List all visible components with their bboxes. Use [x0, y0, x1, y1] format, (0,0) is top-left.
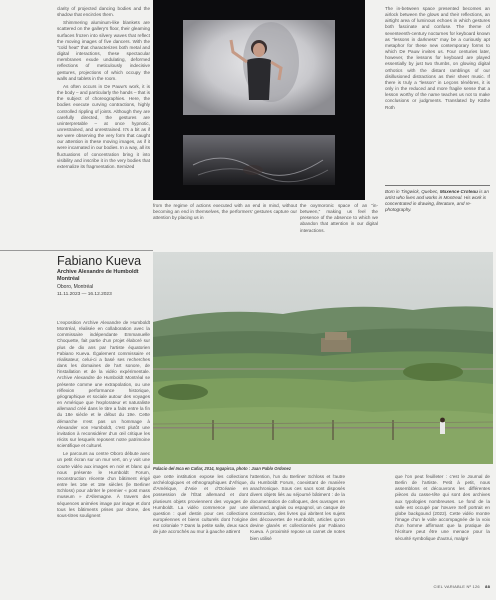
top-article-column-1	[57, 6, 150, 249]
bottom-article-column-2	[153, 474, 248, 594]
top-article-column-2	[153, 203, 297, 249]
article-title: Fabiano Kueva	[57, 254, 142, 268]
paragraph: Shimmering aluminum-like blankets are scattered on the gallery's floor, their gleaming surfaces frozen into silvery waves that reflect the moving images of five dancers. With the "cold heat" that characterizes both metal and digital interactions, these spectacular membranes exude undulating, deformed reflections of meticulously indecisive gestures, projections of which occupy the walls and tablets in the room.	[57, 20, 150, 81]
paragraph: As often occurs in De Pauw's work, it is the body – and particularly the hands – that is the subject of choreographies. Here, the bodies execute curving contractions, highly controlled rippling of joints. Although they are carefully directed, the gestures are uninterpretable – at once hypnotic, unrestrained, and unrestrained. It's a bit as if we were observing the very form that caught our attention in these moving images, as if it were incarnated in our bodies. In a way, all its fluctuations of concentration bring it into visibility and inscribe it in the very bodies that externalize its fragmentation. Itemized	[57, 83, 150, 169]
photo-caption	[153, 466, 353, 471]
paragraph: que l'on peut feuilleter : c'est le Journal de Berlin de l'artiste. Petit à petit, nous assemblons et découvrons les différentes pièces du casse-tête qui sont des archives aux typologies nombreuses. Le fond de la salle est occupé par l'œuvre Self portrait en globe backgound (2022). Cette vidéo montre l'image d'un le voile accompagnée de la voix d'un homme affirmant que la pratique de l'écriture peut être une menace pour la sécurité symbolique d'autrui, malgré	[395, 474, 490, 541]
top-article-column-3	[300, 203, 378, 249]
paragraph: from the regime of actions executed with an end in mind, without becoming an end in themselves, the performers' gestures capture our attention by placing us in	[153, 203, 297, 221]
paragraph: L'exposition Archive Alexandre de Humboldt Montréal, réalisée en collaboration avec la commissaire indépendante Emmanuelle Choquette, fait partie d'un projet élaboré sur plus de dix ans par l'artiste équatorien Fabiano Kueva. Également commissaire et réalisateur, celui-ci a basé ses recherches dans les domaines de l'art sonore, de l'installation et de la vidéo expérimentale. Archive Alexandre de Humboldt Montréal se présente comme une extrapolation, ou une réflexion performance historique, géographique et sociale autour des voyages en Amérique que l'explorateur et naturaliste allemand créé dans le titre a faits entre la fin du 18e siècle et le début du 19e. Cette démarche n'est pas un hommage à Alexander von Humboldt, c'est plutôt une invitation à reconsidérer d'un œil critique les récits sur lesquels reposent notre patrimoine scientifique et culturel.	[57, 320, 150, 449]
caption-text: Palacio del Inca en Cañar, 2014, Ingapirca, photo : Juan Pablo Ordonez	[153, 466, 291, 471]
paragraph: the oxymoronic space of an "in-between," making us feel the presence of the absence to which we abandon that attention in our digital interactions.	[300, 203, 378, 233]
performance-photo	[153, 0, 365, 200]
bio-name-bold: Maxence Croteau	[439, 189, 478, 194]
page-number: 88	[485, 584, 490, 589]
performance-photo-illustration	[153, 0, 365, 200]
article-venue: Oboro, Montréal	[57, 284, 94, 290]
section-divider	[0, 250, 153, 251]
top-article-column-4	[385, 6, 490, 181]
bottom-article-column-4	[395, 474, 490, 584]
paragraph: The in-between space presented becomes an airlock between the glows and their reflections, an airtight area of luminous echoes in which gestures both fascinate and confuse. The theme of seventeenth-century nocturnes for keyboard known as "lessons in darkness" may be a curiously apt metaphor for these new contemporary forms to which De Pauw invites us. Four centuries later, however, the lessons for keyboard are played essentially by just two thumbs, on glowing digital orthotics with the distant ramblings of our disillusioned distractions as their sheet music. If there is truly a "lesson" in Leçons ténèbres, it is only in the reduced and more fragile sense that a lesson worthy of the name teaches us not to make conclusions or judgments. Translated by Käthe Roth	[385, 6, 490, 110]
bottom-article-column-3	[250, 474, 345, 594]
magazine-name: CIEL VARIABLE Nº 126	[433, 584, 480, 589]
article-dates: 11.11.2023 — 16.12.2023	[57, 292, 112, 297]
paragraph: l'attention, l'un du Berliner Schloss et l'autre du Humboldt Forum, coexistant de manière anachronique. Sous ces sacs sont disposés divers objets liés au séjourné bâtiment : de la documentation de colloques, des ouvrages en allemand, anglais ou espagnol, un casque de construction, des livres qui abritent les sujets des découvertes de Humboldt, articles qu'on devine glanés et collectionnés par Fabiano Kueva. À proximité repose un carnet de notes bien utilisé	[250, 474, 345, 541]
bio-text: Born in Tingwick, Quebec, Maxence Croteau is an artist who lives and works in Montreal. His work is concentrated in drawing, literature, and re-photography.	[385, 189, 489, 213]
author-bio	[385, 185, 490, 249]
article-subtitle: Archive Alexandre de Humboldt Montréal	[57, 269, 139, 282]
bottom-article-column-1	[57, 320, 150, 595]
paragraph: Le parcours au centre Oboro débute avec un petit écran sur un mur vert, on y voit une courte vidéo aux images en noir et blanc qui nous présente le Humboldt Forum, reconstruction récente d'un bâtiment érigé entre les 16e et 18e siècles (le Berliner Schloss) pour abriter le premier « post mass museum » d'Allemagne. À travers des séquences animées image par image et dont tous les bâtiments prises par drone, des sous-titres soulignent	[57, 451, 150, 518]
landscape-photo	[153, 252, 493, 464]
page-footer	[395, 584, 490, 589]
paragraph: clarity of projected dancing bodies and the shadow that encircles them.	[57, 6, 150, 18]
paragraph: que cette institution expose les collections archéologiques et ethnographiques d'Afrique, d'Amérique, d'Asie et d'Océanie en possession de l'État allemand et dont plusieurs objets proviennent des voyages de Humboldt. La vidéo commence par une question : quel destin pour ces collections européennes et biens culturels dont l'origine est coloniale ? Dans la petite salle, deux sacs de jute accrochés au mur à gauche attirent	[153, 474, 248, 535]
landscape-photo-illustration	[153, 252, 493, 464]
